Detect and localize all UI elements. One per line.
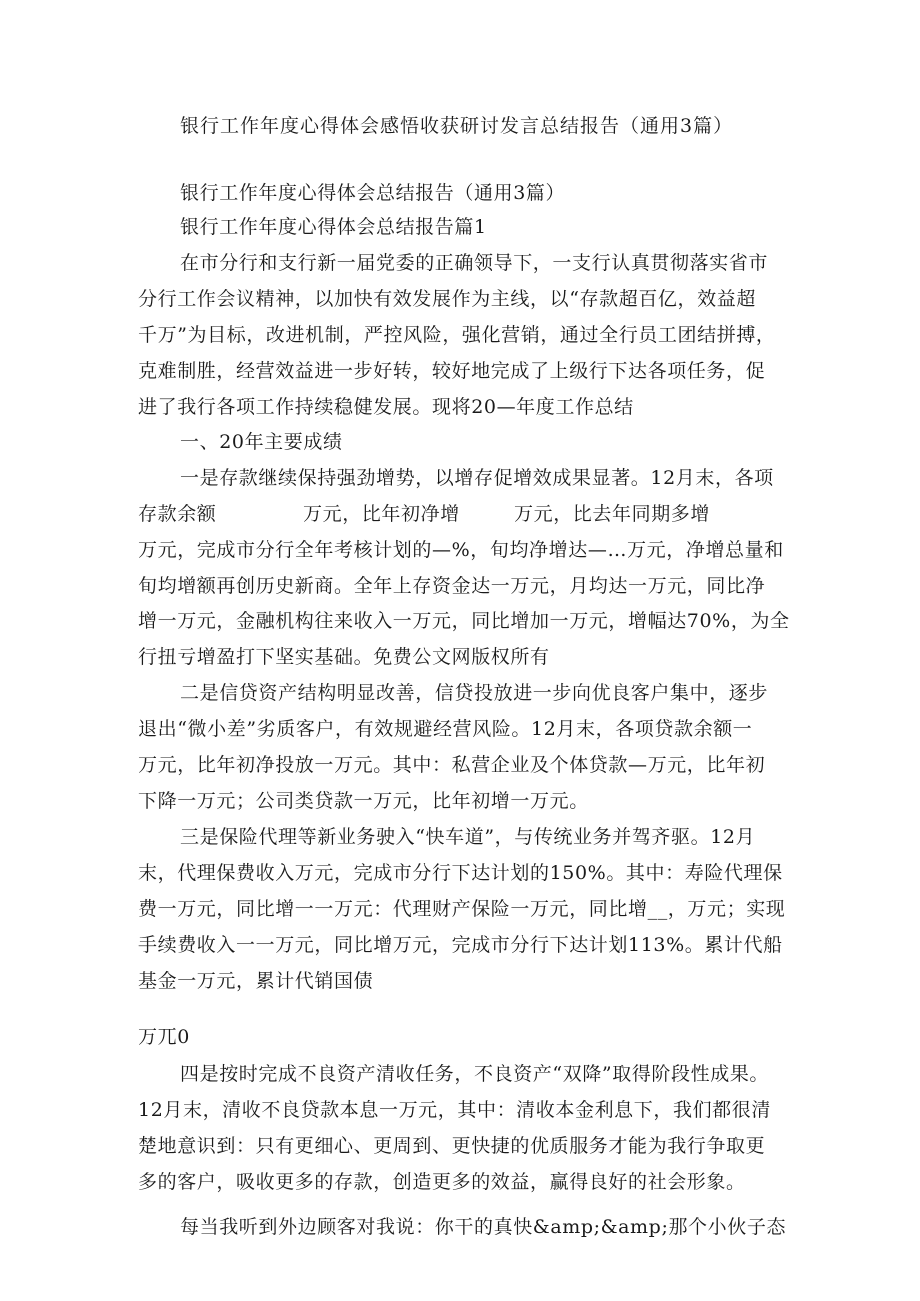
paragraph-line: 楚地意识到：只有更细心、更周到、更快捷的优质服务才能为我行争取更 [138,1135,766,1157]
paragraph-line: 旬均增额再创历史新商。全年上存资金达一万元，月均达一万元，同比净 [138,575,766,597]
paragraph-line: 末，代理保费收入万元，完成市分行下达计划的150%。其中：寿险代理保 [138,862,783,884]
paragraph-line: 万元，比年初净投放一万元。其中：私营企业及个体贷款—万元，比年初 [138,754,766,776]
paragraph-line: 基金一万元，累计代销国债 [138,970,374,992]
section-subheading: 一、20年主要成绩 [180,431,343,453]
paragraph-line: 万元，完成市分行全年考核计划的—%，旬均净增达—…万元，净增总量和 [138,539,784,561]
document-title: 银行工作年度心得体会感悟收获研讨发言总结报告（通用3篇） [180,115,734,137]
paragraph-line: 增一万元，金融机构往来收入一万元，同比增加一万元，增幅达70%，为全 [138,610,790,632]
paragraph-line: 行扭亏增盈打下坚实基础。免费公文网版权所有 [138,646,550,668]
paragraph-line: 费一万元，同比增一一万元：代理财产保险一万元，同比增__，万元；实现 [138,898,786,920]
paragraph-line: 分行工作会议精神，以加快有效发展作为主线，以“存款超百亿，效益超 [138,288,756,310]
document-subtitle: 银行工作年度心得体会总结报告（通用3篇） [180,182,566,204]
paragraph-line: 万兀0 [138,1026,190,1048]
paragraph-line: 12月末，清收不良贷款本息一万元，其中：清收本金利息下，我们都很清 [138,1099,771,1121]
paragraph-line: 千万”为目标，改进机制，严控风险，强化营销，通过全行员工团结拼搏， [138,324,776,346]
section-heading: 银行工作年度心得体会总结报告篇1 [180,216,487,238]
paragraph-line: 进了我行各项工作持续稳健发展。现将20—年度工作总结 [138,396,634,418]
paragraph-line-part: 万元，比去年同期多增 [514,503,711,525]
paragraph-line: 退出“微小差”劣质客户，有效规避经营风险。12月末，各项贷款余额一 [138,718,753,740]
paragraph-line-part: 存款余额 [138,503,217,525]
paragraph-line: 多的客户，吸收更多的存款，创造更多的效益，赢得良好的社会形象。 [138,1171,746,1193]
paragraph-line-part: 万元，比年初净增 [303,503,460,525]
paragraph-line: 在市分行和支行新一届党委的正确领导下，一支行认真贯彻落实省市 [180,252,769,274]
paragraph-line: 克难制胜，经营效益进一步好转，较好地完成了上级行下达各项任务，促 [138,360,766,382]
paragraph-line: 二是信贷资产结构明显改善，信贷投放进一步向优良客户集中，逐步 [180,682,769,704]
paragraph-line: 一是存款继续保持强劲增势，以增存促增效成果显著。12月末，各项 [180,467,774,489]
paragraph-line: 手续费收入一一万元，同比增万元，完成市分行下达计划113%。累计代船 [138,934,783,956]
paragraph-line: 每当我听到外边顾客对我说：你干的真快&amp;&amp;那个小伙子态 [180,1216,787,1238]
paragraph-line: 三是保险代理等新业务驶入“快车道”，与传统业务并驾齐驱。12月 [180,826,756,848]
paragraph-line: 下降一万元；公司类贷款一万元，比年初增一万元。 [138,790,589,812]
paragraph-line: 四是按时完成不良资产清收任务，不良资产“双降”取得阶段性成果。 [180,1063,770,1085]
